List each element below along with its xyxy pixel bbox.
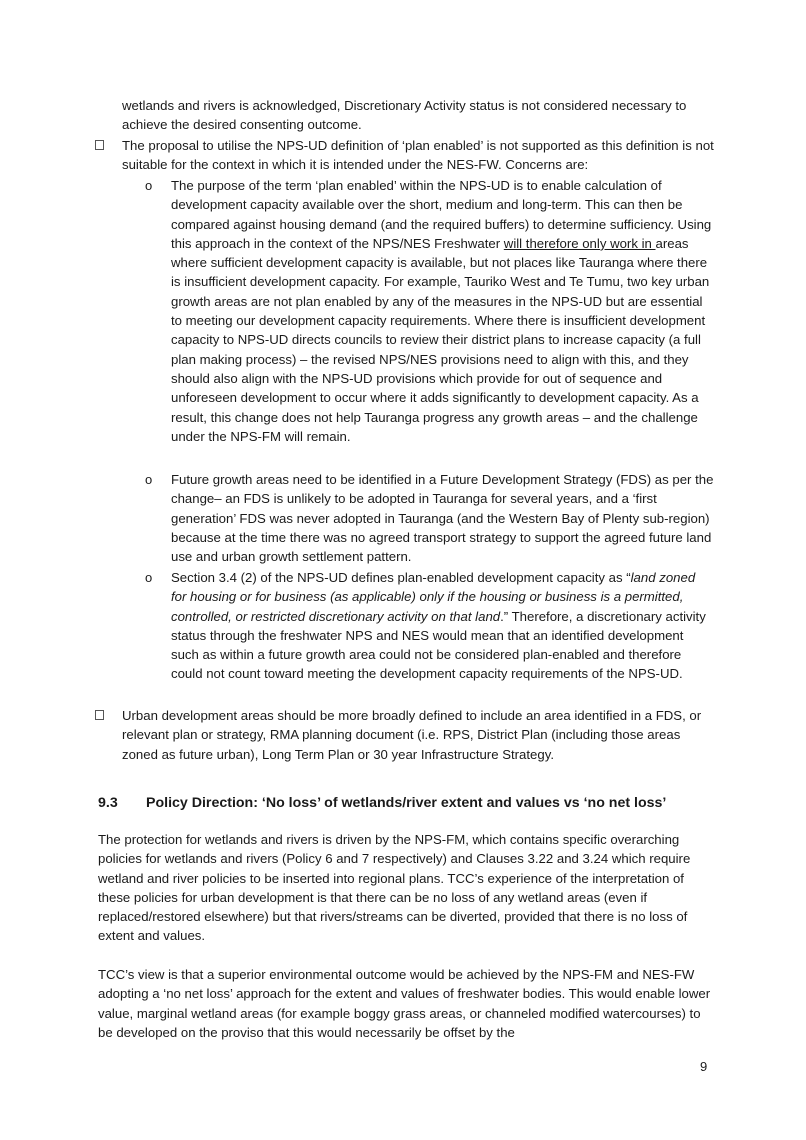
section-title: Policy Direction: ‘No loss’ of wetlands/river extent and values vs ‘no net loss’ [146,795,667,811]
sub-bullet-text-part: The purpose of the term ‘plan enabled’ within the NPS-UD is to enable calculation of development capacity available over the short, medium and long-term. This can then be compared against housing demand (and the required buffers) to determine sufficiency. Using this approach in the context of the NPS/NES Freshwater [171,178,712,251]
sub-bullet-marker: o [145,472,153,487]
sub-bullet-text-part: .” Therefore, a discretionary activity status through the freshwater NPS and NES would mean that an identified development such as within a future growth area could not be considered plan-enabled and therefore could not count toward meeting the development capacity requirements of the NPS-UD. [171,608,706,682]
sub-bullet-marker: o [145,178,153,193]
sub-bullet-text [171,176,714,446]
continued-paragraph: wetlands and rivers is acknowledged, Discretionary Activity status is not considered necessary to achieve the desired consenting outcome. [122,98,687,133]
bullet-text: Urban development areas should be more broadly defined to include an area identified in a FDS, or relevant plan or strategy, RMA planning document (i.e. RPS, District Plan (including those areas zoned as future urban), Long Term Plan or 30 year Infrastructure Strategy. [122,708,702,762]
bullet-text: The proposal to utilise the NPS-UD definition of ‘plan enabled’ is not supported as this definition is not suitable for the context in which it is intended under the NES-FW. Concerns are: [122,138,714,173]
underlined-text: will therefore only work in [503,235,656,251]
checkbox-bullet-icon [95,140,104,150]
sub-bullet-section-3-4 [145,568,714,684]
sub-bullet-marker: o [145,570,153,585]
section-heading [98,794,666,813]
sub-bullet-purpose [145,176,714,446]
italic-quote: land zoned for housing or for business (as applicable) only if the housing or business is a permitted, controlled, or restricted discretionary activity on that land [171,570,696,624]
sub-bullet-text [171,568,714,684]
sub-bullet-text-part: Section 3.4 (2) of the NPS-UD defines plan-enabled development capacity as “ [171,570,631,585]
bullet-item-plan-enabled [122,136,714,175]
paragraph-protection: The protection for wetlands and rivers is driven by the NPS-FM, which contains specific overarching policies for wetlands and rivers (Policy 6 and 7 respectively) and Clauses 3.22 and 3.24 which require wetland and river policies to be inserted into regional plans. TCC’s experience of the interpretation of these policies for urban development is that there can be no loss of any wetland areas (even if replaced/restored elsewhere) but that rivers/streams can be diverted, provided that there is no loss of extent and values. [98,832,691,944]
sub-bullet-text-part: areas where sufficient development capacity is available, but not places like Tauranga where there is insufficient development capacity. For example, Tauriko West and Te Tumu, two key urban growth areas are not plan enabled by any of the measures in the NPS-UD but are essential to meeting our development capacity requirements. Where there is insufficient development capacity to NPS-UD directs councils to review their district plans to increase capacity (a full plan making process) – the revised NPS/NES provisions need to align with this, and they should also align with the NPS-UD provisions which provide for out of sequence and unforeseen development to occur where it adds significantly to development capacity. As a result, this change does not help Tauranga progress any growth areas – and the challenge under the NPS-FM will remain. [171,235,710,444]
sub-bullet-text: Future growth areas need to be identified in a Future Development Strategy (FDS) as per the change– an FDS is unlikely to be adopted in Tauranga for several years, and a ‘first generation’ FDS was never adopted in Tauranga (and the Western Bay of Plenty sub-region) because at the time there was no agreed transport strategy to support the agreed future land use and urban growth settlement pattern. [171,472,714,565]
checkbox-bullet-icon [95,710,104,720]
page-number: 9 [700,1059,708,1074]
bullet-item-urban-areas [122,706,714,764]
sub-bullet-fds [145,470,714,566]
section-number: 9.3 [98,795,118,811]
paragraph-tcc-view: TCC’s view is that a superior environmental outcome would be achieved by the NPS-FM and NES-FW adopting a ‘no net loss’ approach for the extent and values of freshwater bodies. This would enable lower value, marginal wetland areas (for example boggy grass areas, or channeled modified watercourses) to be developed on the proviso that this would necessarily be offset by the [98,967,711,1040]
